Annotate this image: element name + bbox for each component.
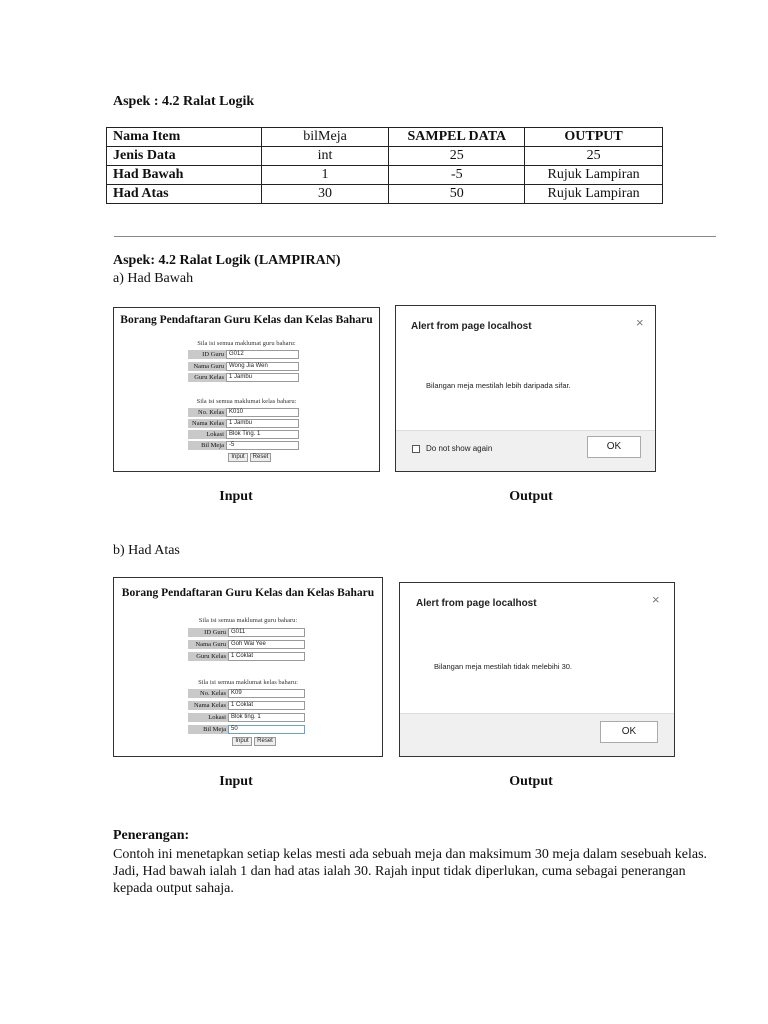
field-id-guru [188,350,300,359]
alert-dialog-had-bawah [395,305,656,472]
field-no-kelas [188,689,306,698]
lampiran-heading: Aspek: 4.2 Ralat Logik (LAMPIRAN) [113,253,341,268]
field-label: ID Guru [188,628,228,637]
nama-guru-input[interactable]: Goh Wai Yee [228,640,305,649]
explanation-heading: Penerangan: [113,828,190,843]
id-guru-input[interactable]: G011 [228,628,305,637]
table-cell: Rujuk Lampiran [525,185,663,204]
alert-message: Bilangan meja mestilah lebih daripada sifar. [426,381,571,390]
field-lokasi [188,713,306,722]
alert-footer [400,713,674,756]
table-cell: bilMeja [261,128,389,147]
table-cell: -5 [389,166,525,185]
guru-caption: Sila isi semua maklumat guru baharu: [197,340,296,347]
ralat-logik-table [106,127,663,204]
table-cell: SAMPEL DATA [389,128,525,147]
input-caption: Input [219,489,253,504]
field-label: Lokasi [188,713,228,722]
alert-dialog-had-atas [399,582,675,757]
table-cell: OUTPUT [525,128,663,147]
field-bil-meja [188,725,306,734]
field-label: Guru Kelas [188,373,226,382]
section-divider [114,236,716,237]
field-id-guru [188,628,306,637]
table-cell: Rujuk Lampiran [525,166,663,185]
close-icon[interactable]: × [636,315,644,330]
nama-kelas-input[interactable]: 1 Coklat [228,701,305,710]
guru-kelas-input[interactable]: 1 Jambu [226,373,299,382]
field-nama-guru [188,362,300,371]
field-label: Bil Meja [188,441,226,450]
ok-button[interactable]: OK [600,721,658,743]
no-kelas-input[interactable]: K010 [226,408,299,417]
alert-title: Alert from page localhost [411,321,532,332]
table-cell: 25 [389,147,525,166]
no-kelas-input[interactable]: K09 [228,689,305,698]
field-nama-kelas [188,419,300,428]
field-label: Guru Kelas [188,652,228,661]
lokasi-input[interactable]: Blok ting. 1 [228,713,305,722]
checkbox-label: Do not show again [426,444,493,453]
form-title: Borang Pendaftaran Guru Kelas dan Kelas Baharu [120,314,373,326]
field-label: Nama Kelas [188,419,226,428]
field-guru-kelas [188,373,300,382]
table-cell: int [261,147,389,166]
explanation-text: Contoh ini menetapkan setiap kelas mesti ada sebuah meja dan maksimum 30 meja dalam sesebuah kelas. Jadi, Had bawah ialah 1 dan had atas ialah 30. Rajah input tidak diperlukan, cuma sebagai penerangan kepada output sahaja. [113,847,708,896]
reset-button[interactable]: Reset [254,737,276,746]
kelas-caption: Sila isi semua maklumat kelas baharu: [196,398,297,405]
lokasi-input[interactable]: Blok Ting. 1 [226,430,299,439]
part-a-label: a) Had Bawah [113,271,194,286]
table-row [107,128,663,147]
part-b-label: b) Had Atas [113,543,180,558]
table-cell: Nama Item [107,128,262,147]
field-lokasi [188,430,300,439]
table-row [107,166,663,185]
guru-kelas-input[interactable]: 1 Coklat [228,652,305,661]
id-guru-input[interactable]: G012 [226,350,299,359]
field-label: Lokasi [188,430,226,439]
field-label: Nama Guru [188,640,228,649]
field-label: No. Kelas [188,689,228,698]
form-title: Borang Pendaftaran Guru Kelas dan Kelas Baharu [121,587,375,599]
output-caption: Output [509,489,553,504]
form-screenshot-had-atas [113,577,383,757]
field-nama-kelas [188,701,306,710]
table-row [107,147,663,166]
input-button[interactable]: Input [232,737,252,746]
close-icon[interactable]: × [652,592,660,607]
table-cell: Had Bawah [107,166,262,185]
do-not-show-checkbox[interactable] [412,445,420,453]
table-cell: 1 [261,166,389,185]
input-button[interactable]: Input [228,453,248,462]
table-cell: 30 [261,185,389,204]
field-label: Bil Meja [188,725,228,734]
kelas-caption: Sila isi semua maklumat kelas baharu: [198,679,298,686]
output-caption: Output [509,774,553,789]
field-label: Nama Kelas [188,701,228,710]
field-label: ID Guru [188,350,226,359]
alert-message: Bilangan meja mestilah tidak melebihi 30. [434,662,572,671]
reset-button[interactable]: Reset [250,453,271,462]
nama-kelas-input[interactable]: 1 Jambu [226,419,299,428]
bil-meja-input[interactable]: -5 [226,441,299,450]
section-heading: Aspek : 4.2 Ralat Logik [113,94,255,109]
field-label: Nama Guru [188,362,226,371]
field-guru-kelas [188,652,306,661]
input-caption: Input [219,774,253,789]
table-row [107,185,663,204]
alert-footer [396,430,655,471]
field-no-kelas [188,408,300,417]
form-screenshot-had-bawah [113,307,380,472]
table-cell: Jenis Data [107,147,262,166]
bil-meja-input[interactable]: 50 [228,725,305,734]
table-cell: 25 [525,147,663,166]
table-cell: Had Atas [107,185,262,204]
table-cell: 50 [389,185,525,204]
ok-button[interactable]: OK [587,436,641,458]
alert-title: Alert from page localhost [416,598,537,609]
field-bil-meja [188,441,300,450]
field-label: No. Kelas [188,408,226,417]
nama-guru-input[interactable]: Wong Jia Wen [226,362,299,371]
field-nama-guru [188,640,306,649]
guru-caption: Sila isi semua maklumat guru baharu: [198,617,298,624]
